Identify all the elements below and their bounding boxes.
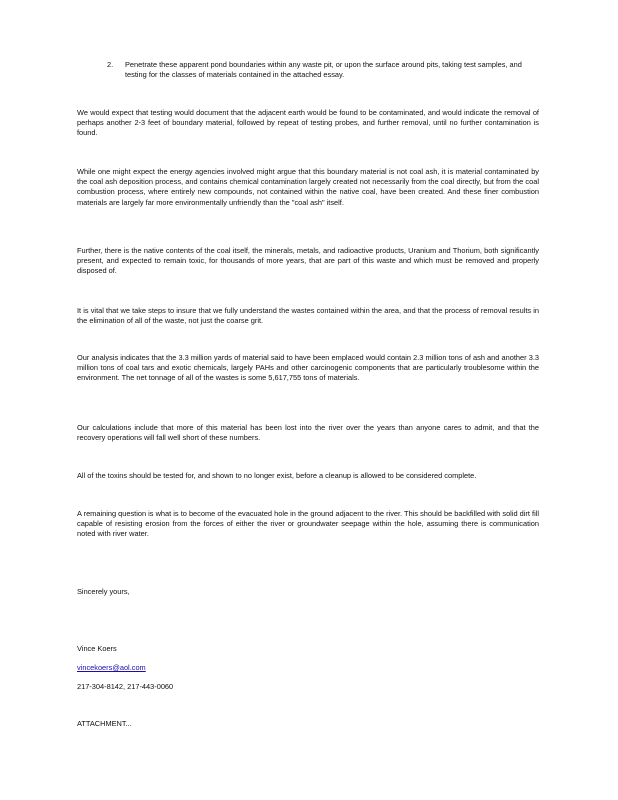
list-item-text: Penetrate these apparent pond boundaries within any waste pit, or upon the surface around pits, taking test samples, and testing for the classes of materials contained in the attached essay.: [125, 60, 522, 80]
email-link[interactable]: vincekoers@aol.com: [77, 663, 146, 672]
paragraph-remaining-question: A remaining question is what is to become of the evacuated hole in the ground adjacent to the river. This should be backfilled with solid dirt fill capable of resisting erosion from the forces of either the river or groundwater seepage within the hole, assuming there is communication noted with river water.: [77, 509, 539, 539]
phone-numbers: 217-304-8142, 217-443-0060: [77, 682, 174, 691]
paragraph-analysis: Our analysis indicates that the 3.3 million yards of material said to have been emplaced would contain 2.3 million tons of ash and another 3.3 million tons of coal tars and exotic chemicals, largely PAHs and other carcinogenic components that are particularly troublesome within the environment. The net tonnage of all of the wastes is some 5,617,755 tons of materials.: [77, 353, 539, 383]
paragraph-calculations: Our calculations include that more of this material has been lost into the river over the years than anyone cares to admit, and that the recovery operations will fall well short of these numbers.: [77, 423, 539, 443]
paragraph-vital-steps: It is vital that we take steps to insure that we fully understand the wastes contained within the area, and that the process of removal results in the elimination of all of the waste, not just the coarse grit.: [77, 306, 539, 326]
paragraph-toxins: All of the toxins should be tested for, and shown to no longer exist, before a cleanup is allowed to be considered complete.: [77, 471, 477, 480]
signature-name: Vince Koers: [77, 644, 117, 653]
attachment-label: ATTACHMENT...: [77, 719, 132, 728]
paragraph-native-contents: Further, there is the native contents of the coal itself, the minerals, metals, and radioactive products, Uranium and Thorium, both significantly present, and expected to remain toxic, for thousands of more years, that are part of this waste and which must be removed and properly disposed of.: [77, 246, 539, 276]
list-number: 2.: [107, 60, 114, 69]
closing: Sincerely yours,: [77, 587, 130, 596]
paragraph-testing: We would expect that testing would document that the adjacent earth would be found to be contaminated, and would indicate the removal of perhaps another 2-3 feet of boundary material, followed by repeat of testing probes, and further removal, until no further contamination is found.: [77, 108, 539, 138]
paragraph-boundary-material: While one might expect the energy agencies involved might argue that this boundary material is not coal ash, it is material contaminated by the coal ash deposition process, and contains chemical contamination largely created not necessarily from the coal directly, but from the coal combustion process, where entirely new compounds, not contained within the native coal, have been created. And these finer combustion materials are largely far more environmentally unfriendly than the "coal ash" itself.: [77, 167, 539, 207]
